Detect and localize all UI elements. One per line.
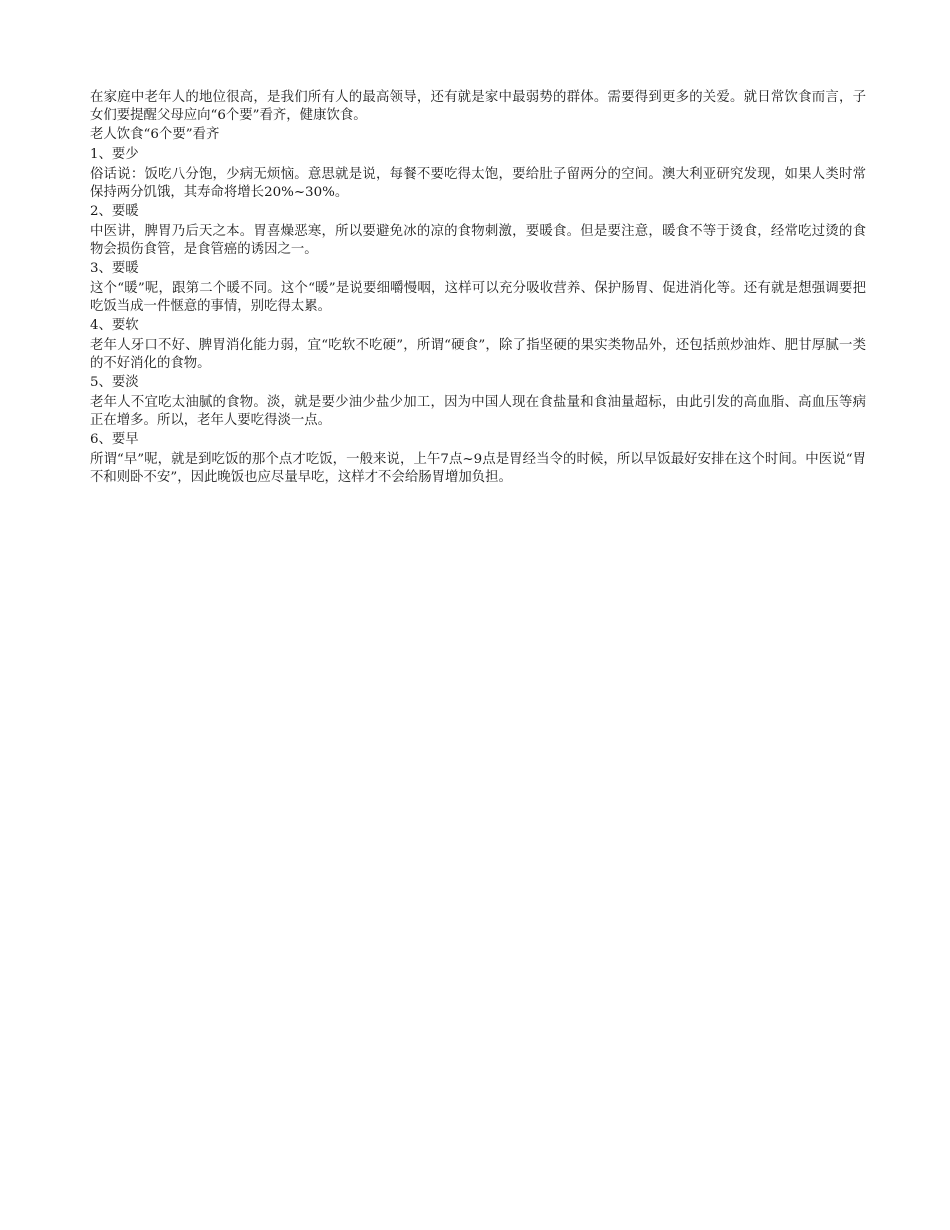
- section-body-2: 中医讲，脾胃乃后天之本。胃喜燥恶寒，所以要避免冰的凉的食物刺激，要暖食。但是要注意，暖食不等于烫食，经常吃过烫的食物会损伤食管，是食管癌的诱因之一。: [90, 224, 866, 257]
- document-title: 老人饮食“6个要”看齐: [90, 127, 220, 142]
- document-body: [90, 89, 866, 488]
- section-body-5: 老年人不宜吃太油腻的食物。淡，就是要少油少盐少加工，因为中国人现在食盐量和食油量超标，由此引发的高血脂、高血压等病正在增多。所以，老年人要吃得淡一点。: [90, 395, 866, 428]
- section-heading-6: 6、要早: [90, 432, 139, 447]
- section-heading-1: 1、要少: [90, 147, 139, 162]
- section-heading-2: 2、要暖: [90, 204, 139, 219]
- section-body-6: 所谓“早”呢，就是到吃饭的那个点才吃饭，一般来说，上午7点~9点是胃经当令的时候，所以早饭最好安排在这个时间。中医说“胃不和则卧不安”，因此晚饭也应尽量早吃，这样才不会给肠胃增加负担。: [90, 452, 866, 485]
- section-body-1: 俗话说：饭吃八分饱，少病无烦恼。意思就是说，每餐不要吃得太饱，要给肚子留两分的空间。澳大利亚研究发现，如果人类时常保持两分饥饿，其寿命将增长20%~30%。: [90, 167, 866, 200]
- section-heading-5: 5、要淡: [90, 375, 139, 390]
- section-heading-4: 4、要软: [90, 318, 139, 333]
- section-body-3: 这个“暖”呢，跟第二个暖不同。这个“暖”是说要细嚼慢咽，这样可以充分吸收营养、保护肠胃、促进消化等。还有就是想强调要把吃饭当成一件惬意的事情，别吃得太累。: [90, 281, 866, 314]
- intro-paragraph: 在家庭中老年人的地位很高，是我们所有人的最高领导，还有就是家中最弱势的群体。需要得到更多的关爱。就日常饮食而言，子女们要提醒父母应向“6个要”看齐，健康饮食。: [90, 90, 866, 123]
- section-heading-3: 3、要暖: [90, 261, 139, 276]
- section-body-4: 老年人牙口不好、脾胃消化能力弱，宜“吃软不吃硬”，所谓“硬食”，除了指坚硬的果实类物品外，还包括煎炒油炸、肥甘厚腻一类的不好消化的食物。: [90, 338, 866, 371]
